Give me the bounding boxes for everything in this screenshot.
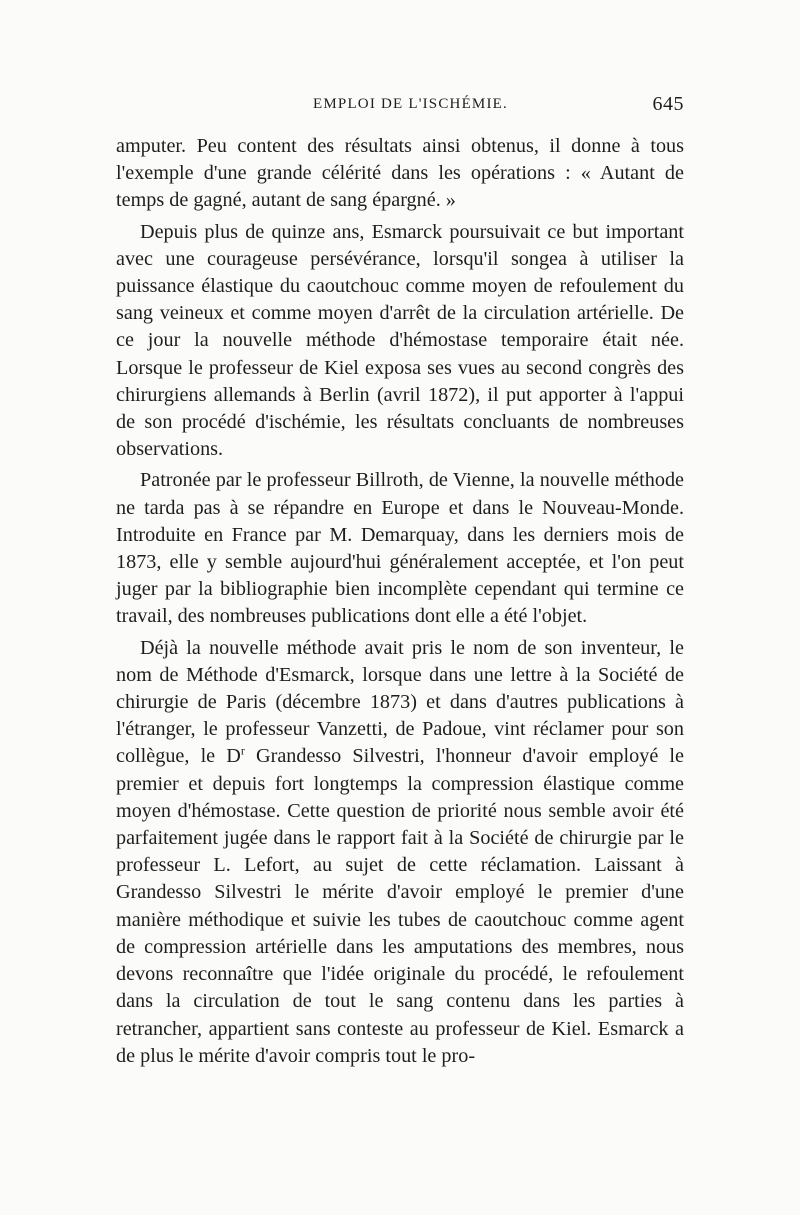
body-text <box>116 133 684 1070</box>
paragraph-continuation: amputer. Peu content des résultats ainsi obtenus, il donne à tous l'exemple d'une grande célérité dans les opérations : « Autant de temps de gagné, autant de sang épargné. » <box>116 135 684 212</box>
page-number: 645 <box>652 93 684 115</box>
paragraph-billroth-diffusion: Patronée par le professeur Billroth, de Vienne, la nouvelle méthode ne tarda pas à se répandre en Europe et dans le Nouveau-Monde. Introduite en France par M. Demarquay, dans les derniers mois de 1873, elle y semble aujourd'hui généralement acceptée, et l'on peut juger par la bibliographie bien incomplète cependant qui termine ce travail, des nombreuses publications dont elle a été l'objet. <box>116 469 684 628</box>
page-header <box>116 93 684 122</box>
paragraph-esmarck-method: Depuis plus de quinze ans, Esmarck poursuivait ce but important avec une courageuse persévérance, lorsqu'il songea à utiliser la puissance élastique du caoutchouc comme moyen de refoulement du sang veineux et comme moyen d'arrêt de la circulation artérielle. De ce jour la nouvelle méthode d'hémostase temporaire était née. Lorsque le professeur de Kiel exposa ses vues au second congrès des chirurgiens allemands à Berlin (avril 1872), il put apporter à l'appui de son procédé d'ischémie, les résultats concluants de nombreuses observations. <box>116 220 684 461</box>
paragraph-text-part: Grandesso Silvestri, l'honneur d'avoir employé le premier et depuis fort longtemps la compression élastique comme moyen d'hémostase. Cette question de priorité nous semble avoir été parfaitement jugée dans le rapport fait à la Société de chirurgie par le professeur L. Lefort, au sujet de cette réclamation. Laissant à Grandesso Silvestri le mérite d'avoir employé le premier d'une manière méthodique et suivie les tubes de caoutchouc comme agent de compression artérielle dans les amputations des membres, nous devons reconnaître que l'idée originale du procédé, le refoulement dans la circulation de tout le sang contenu dans les parties à retrancher, appartient sans conteste au professeur de Kiel. Esmarck a de plus le mérite d'avoir compris tout le pro- <box>116 745 685 1067</box>
doctor-abbreviation-superscript: r <box>240 743 245 758</box>
paragraph-text-part: Déjà la nouvelle méthode avait pris le nom de son inventeur, le nom de Méthode d'Esmarck, lorsque dans une lettre à la Société de chirurgie de Paris (décembre 1873) et dans d'autres publications à l'étranger, le professeur Vanzetti, de Padoue, vint réclamer pour son collègue, le D <box>116 636 684 768</box>
paragraph-priority-question <box>116 635 684 1070</box>
running-title: EMPLOI DE L'ISCHÉMIE. <box>313 96 508 112</box>
